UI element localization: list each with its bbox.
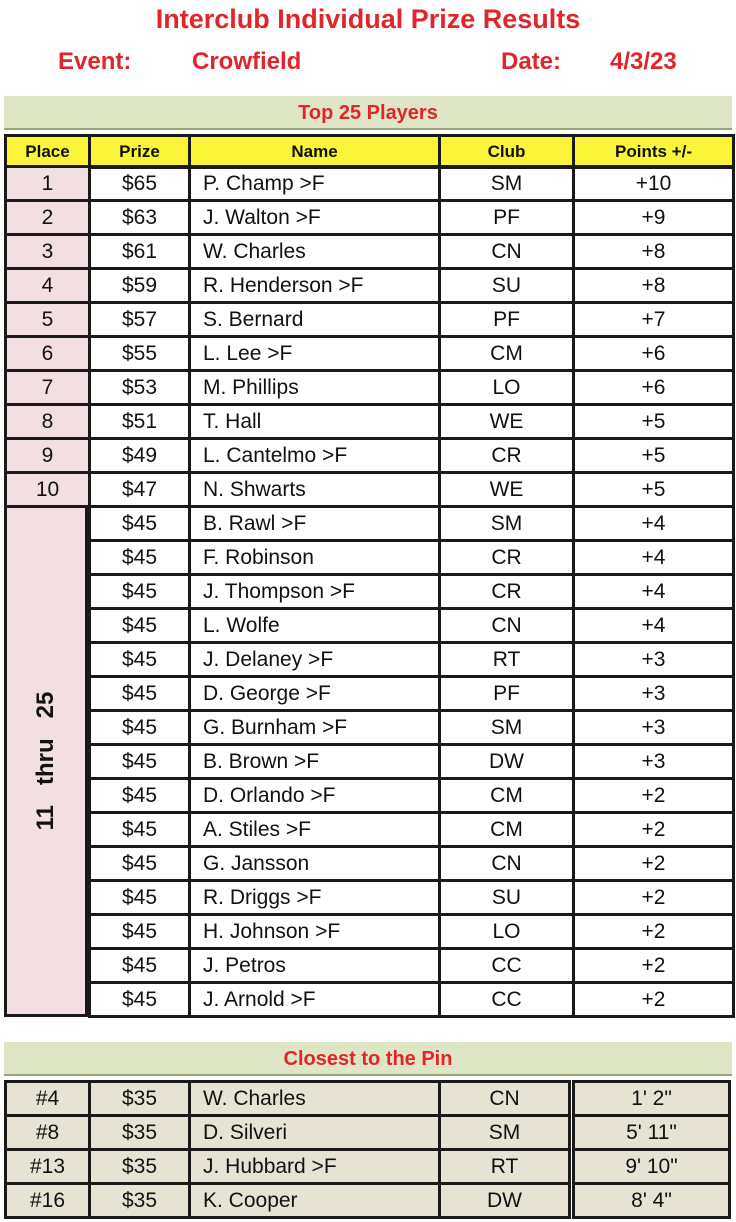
top25-name-cell: T. Hall — [188, 403, 441, 440]
top25-prize-cell: $45 — [88, 573, 191, 610]
top25-prize-cell: $57 — [88, 301, 191, 338]
top25-club-cell: CC — [438, 981, 575, 1018]
top25-points-cell: +6 — [572, 369, 735, 406]
pin-hole-cell: #8 — [4, 1114, 91, 1151]
header-points: Points +/- — [572, 134, 735, 169]
top25-points-cell: +6 — [572, 335, 735, 372]
pin-hole-cell: #13 — [4, 1148, 91, 1185]
top25-prize-cell: $45 — [88, 981, 191, 1018]
top25-name-cell: B. Rawl >F — [188, 505, 441, 542]
top25-prize-cell: $45 — [88, 505, 191, 542]
top25-name-cell: G. Burnham >F — [188, 709, 441, 746]
top25-club-cell: RT — [438, 641, 575, 678]
pin-section-band — [4, 1042, 732, 1076]
top25-prize-cell: $61 — [88, 233, 191, 270]
top25-club-cell: CN — [438, 233, 575, 270]
place-11-25-merged-cell — [4, 505, 88, 1017]
top25-prize-cell: $45 — [88, 675, 191, 712]
pin-name-cell: W. Charles — [188, 1080, 441, 1117]
top25-points-cell: +2 — [572, 913, 735, 950]
pin-club-cell: CN — [438, 1080, 571, 1117]
top25-points-cell: +2 — [572, 845, 735, 882]
top25-points-cell: +8 — [572, 233, 735, 270]
top25-prize-cell: $45 — [88, 947, 191, 984]
top25-place-cell: 8 — [4, 403, 91, 440]
top25-prize-cell: $49 — [88, 437, 191, 474]
pin-name-cell: K. Cooper — [188, 1182, 441, 1219]
top25-prize-cell: $45 — [88, 539, 191, 576]
top25-points-cell: +2 — [572, 879, 735, 916]
top25-points-cell: +4 — [572, 505, 735, 542]
top25-name-cell: J. Walton >F — [188, 199, 441, 236]
event-value: Crowfield — [192, 48, 302, 75]
top25-name-cell: P. Champ >F — [188, 165, 441, 202]
top25-prize-cell: $51 — [88, 403, 191, 440]
top25-club-cell: SM — [438, 709, 575, 746]
top25-name-cell: H. Johnson >F — [188, 913, 441, 950]
top25-points-cell: +5 — [572, 471, 735, 508]
top25-points-cell: +3 — [572, 743, 735, 780]
top25-club-cell: CR — [438, 573, 575, 610]
top25-prize-cell: $45 — [88, 709, 191, 746]
top25-place-cell: 3 — [4, 233, 91, 270]
top25-name-cell: M. Phillips — [188, 369, 441, 406]
top25-place-cell: 7 — [4, 369, 91, 406]
top25-club-cell: SM — [438, 165, 575, 202]
top25-name-cell: N. Shwarts — [188, 471, 441, 508]
top25-points-cell: +10 — [572, 165, 735, 202]
top25-name-cell: R. Driggs >F — [188, 879, 441, 916]
event-label: Event: — [58, 48, 132, 75]
top25-place-cell: 4 — [4, 267, 91, 304]
pin-club-cell: SM — [438, 1114, 571, 1151]
place-11-25-label: 11 thru 25 — [32, 691, 59, 831]
top25-prize-cell: $45 — [88, 743, 191, 780]
top25-points-cell: +2 — [572, 947, 735, 984]
top25-club-cell: CN — [438, 845, 575, 882]
top25-name-cell: A. Stiles >F — [188, 811, 441, 848]
date-value: 4/3/23 — [610, 48, 677, 75]
pin-name-cell: J. Hubbard >F — [188, 1148, 441, 1185]
pin-prize-cell: $35 — [88, 1080, 191, 1117]
top25-name-cell: G. Jansson — [188, 845, 441, 882]
pin-distance-cell: 1' 2" — [572, 1080, 731, 1117]
top25-place-cell: 10 — [4, 471, 91, 508]
top25-points-cell: +4 — [572, 607, 735, 644]
top25-name-cell: R. Henderson >F — [188, 267, 441, 304]
top25-club-cell: PF — [438, 675, 575, 712]
top25-prize-cell: $45 — [88, 879, 191, 916]
top25-prize-cell: $59 — [88, 267, 191, 304]
pin-hole-cell: #16 — [4, 1182, 91, 1219]
top25-club-cell: CM — [438, 777, 575, 814]
top25-points-cell: +9 — [572, 199, 735, 236]
top25-club-cell: WE — [438, 471, 575, 508]
top25-club-cell: CN — [438, 607, 575, 644]
top25-prize-cell: $55 — [88, 335, 191, 372]
top25-points-cell: +2 — [572, 981, 735, 1018]
top25-prize-cell: $45 — [88, 845, 191, 882]
top25-club-cell: CM — [438, 811, 575, 848]
top25-place-cell: 9 — [4, 437, 91, 474]
top25-name-cell: L. Lee >F — [188, 335, 441, 372]
top25-name-cell: S. Bernard — [188, 301, 441, 338]
top25-name-cell: D. Orlando >F — [188, 777, 441, 814]
top25-prize-cell: $65 — [88, 165, 191, 202]
top25-club-cell: LO — [438, 913, 575, 950]
pin-hole-cell: #4 — [4, 1080, 91, 1117]
top25-section-band — [4, 96, 732, 130]
top25-name-cell: J. Thompson >F — [188, 573, 441, 610]
top25-club-cell: LO — [438, 369, 575, 406]
top25-club-cell: SM — [438, 505, 575, 542]
top25-points-cell: +3 — [572, 641, 735, 678]
top25-name-cell: L. Wolfe — [188, 607, 441, 644]
top25-club-cell: PF — [438, 301, 575, 338]
header-place: Place — [4, 134, 91, 169]
pin-club-cell: DW — [438, 1182, 571, 1219]
top25-club-cell: CR — [438, 437, 575, 474]
top25-points-cell: +3 — [572, 675, 735, 712]
top25-points-cell: +5 — [572, 437, 735, 474]
pin-prize-cell: $35 — [88, 1182, 191, 1219]
top25-club-cell: DW — [438, 743, 575, 780]
top25-name-cell: L. Cantelmo >F — [188, 437, 441, 474]
top25-club-cell: CR — [438, 539, 575, 576]
top25-points-cell: +8 — [572, 267, 735, 304]
top25-prize-cell: $45 — [88, 913, 191, 950]
top25-prize-cell: $63 — [88, 199, 191, 236]
top25-place-cell: 6 — [4, 335, 91, 372]
top25-prize-cell: $45 — [88, 607, 191, 644]
top25-club-cell: CM — [438, 335, 575, 372]
top25-name-cell: B. Brown >F — [188, 743, 441, 780]
pin-distance-cell: 9' 10" — [572, 1148, 731, 1185]
top25-club-cell: PF — [438, 199, 575, 236]
date-label: Date: — [501, 48, 562, 75]
top25-points-cell: +4 — [572, 539, 735, 576]
top25-place-cell: 2 — [4, 199, 91, 236]
top25-name-cell: J. Arnold >F — [188, 981, 441, 1018]
top25-points-cell: +7 — [572, 301, 735, 338]
top25-place-cell: 5 — [4, 301, 91, 338]
header-name: Name — [188, 134, 441, 169]
top25-points-cell: +5 — [572, 403, 735, 440]
top25-points-cell: +2 — [572, 811, 735, 848]
pin-distance-cell: 5' 11" — [572, 1114, 731, 1151]
pin-name-cell: D. Silveri — [188, 1114, 441, 1151]
top25-name-cell: J. Petros — [188, 947, 441, 984]
pin-prize-cell: $35 — [88, 1148, 191, 1185]
top25-name-cell: W. Charles — [188, 233, 441, 270]
header-prize: Prize — [88, 134, 191, 169]
pin-section-title: Closest to the Pin — [283, 1048, 453, 1070]
pin-distance-cell: 8' 4" — [572, 1182, 731, 1219]
top25-name-cell: J. Delaney >F — [188, 641, 441, 678]
top25-prize-cell: $45 — [88, 641, 191, 678]
top25-name-cell: D. George >F — [188, 675, 441, 712]
header-club: Club — [438, 134, 575, 169]
top25-place-cell: 1 — [4, 165, 91, 202]
top25-points-cell: +3 — [572, 709, 735, 746]
top25-club-cell: SU — [438, 879, 575, 916]
top25-prize-cell: $45 — [88, 811, 191, 848]
top25-prize-cell: $53 — [88, 369, 191, 406]
pin-prize-cell: $35 — [88, 1114, 191, 1151]
pin-club-cell: RT — [438, 1148, 571, 1185]
report-title: Interclub Individual Prize Results — [155, 4, 581, 34]
top25-club-cell: WE — [438, 403, 575, 440]
top25-club-cell: CC — [438, 947, 575, 984]
top25-prize-cell: $45 — [88, 777, 191, 814]
top25-section-title: Top 25 Players — [298, 102, 438, 124]
top25-prize-cell: $47 — [88, 471, 191, 508]
top25-club-cell: SU — [438, 267, 575, 304]
top25-points-cell: +2 — [572, 777, 735, 814]
top25-points-cell: +4 — [572, 573, 735, 610]
top25-name-cell: F. Robinson — [188, 539, 441, 576]
